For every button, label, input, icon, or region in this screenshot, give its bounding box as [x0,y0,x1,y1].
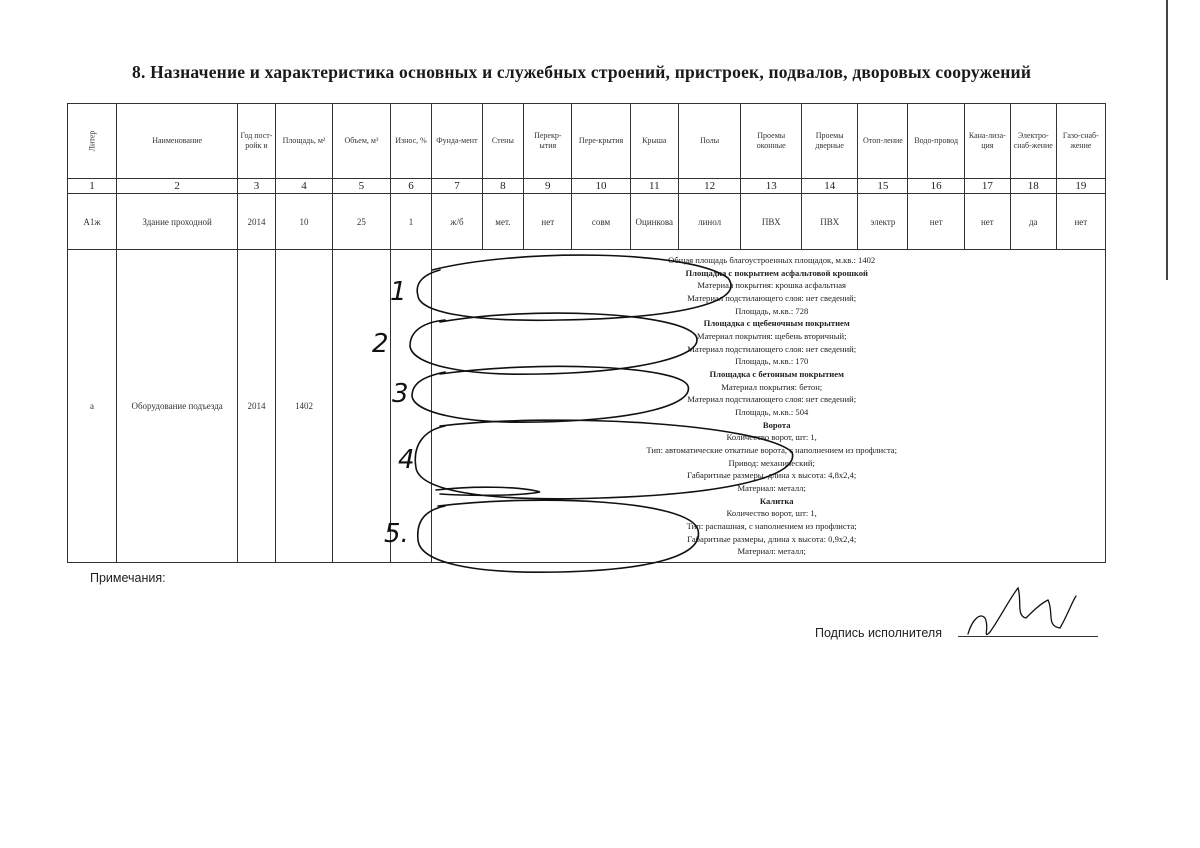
detail-line: Материал покрытия: крошка асфальтная [697,280,846,291]
detail-heading: Калитка [759,495,794,506]
header-cell: Износ, % [390,104,432,179]
pen-mark: 3 [392,379,409,409]
table-row [68,250,1106,563]
table-cell: 10 [275,194,332,250]
page-title: 8. Назначение и характеристика основных и служебных строений, пристроек, подвалов, дворовых сооружений [132,62,1032,82]
table-cell [333,250,390,563]
table-cell: нет [908,194,964,250]
column-number: 6 [390,179,432,194]
table-cell: ж/б [432,194,482,250]
column-number: 7 [432,179,482,194]
header-cell: Электро-снаб-жение [1010,104,1056,179]
header-cell: Пере-крытия [572,104,630,179]
details-list [434,254,1103,558]
detail-heading: Ворота [762,419,791,430]
detail-line: Тип: автоматические откатные ворота, с наполнением из профлиста; [646,444,898,455]
header-row [68,104,1106,179]
details-cell [432,250,1106,563]
column-number: 15 [858,179,908,194]
table-cell: нет [524,194,572,250]
detail-line: Материал покрытия: бетон; [721,381,823,392]
column-number: 2 [117,179,238,194]
table-cell: совм [572,194,630,250]
detail-line: Габаритные размеры, длина х высота: 0,9х2,4; [687,533,857,544]
column-number: 13 [741,179,802,194]
header-cell: Газо-снаб-жение [1056,104,1105,179]
header-cell: Наименование [117,104,238,179]
detail-line: Материал подстилающего слоя: нет сведений; [687,343,857,354]
detail-heading: Площадка с бетонным покрытием [709,369,844,380]
table-cell: линол [678,194,741,250]
column-number-row [68,179,1106,194]
detail-line: Площадь, м.кв.: 504 [735,407,809,417]
table-cell: Здание проходной [117,194,238,250]
table-cell: А1ж [68,194,117,250]
detail-line: Площадь, м.кв.: 170 [735,356,809,367]
detail-line: Материал подстилающего слоя: нет сведений; [687,394,857,405]
column-number: 5 [333,179,390,194]
header-cell: Полы [678,104,741,179]
header-cell: Стены [482,104,524,179]
header-cell: Год пост-ройк и [238,104,276,179]
column-number: 4 [275,179,332,194]
table-cell: а [68,250,117,563]
detail-line: Материал: металл; [737,482,806,493]
table-cell: 2014 [238,194,276,250]
signature-line [958,636,1098,637]
page-edge [1166,0,1168,280]
notes-label: Примечания: [90,571,166,585]
table-cell: нет [1056,194,1105,250]
detail-heading: Площадка с покрытием асфальтовой крошкой [685,267,868,278]
signature-mark [968,588,1076,635]
table-cell: 25 [333,194,390,250]
header-cell: Кана-лиза-ция [964,104,1010,179]
detail-line: Площадь, м.кв.: 728 [735,305,809,316]
detail-line: Габаритные размеры, длина х высота: 4,8х2,4; [687,470,857,481]
header-cell: Проемы оконные [741,104,802,179]
table-cell: 1402 [275,250,332,563]
detail-line: Материал подстилающего слоя: нет сведений; [687,293,857,304]
column-number: 10 [572,179,630,194]
header-cell: Объем, м³ [333,104,390,179]
table-cell: нет [964,194,1010,250]
pen-mark: 1 [390,277,407,307]
table-cell: мет. [482,194,524,250]
column-number: 9 [524,179,572,194]
column-number: 19 [1056,179,1105,194]
detail-line: Материал покрытия: щебень вторичный; [696,331,847,342]
signature-label: Подпись исполнителя [815,626,942,640]
detail-line: Общая площадь благоустроенных площадок, м.кв.: 1402 [668,255,876,266]
column-number: 1 [68,179,117,194]
column-number: 17 [964,179,1010,194]
table-cell: 1 [390,194,432,250]
buildings-table [67,103,1106,563]
header-cell: Фунда-мент [432,104,482,179]
header-cell: Перекр-ытия [524,104,572,179]
detail-heading: Площадка с щебеночным покрытием [703,318,850,329]
table-cell: ПВХ [741,194,802,250]
column-number: 18 [1010,179,1056,194]
table-row [68,194,1106,250]
detail-line: Материал: металл; [737,546,806,557]
detail-line: Тип: распашная, с наполнением из профлиста; [686,520,857,531]
table-cell: ПВХ [802,194,858,250]
detail-line: Количество ворот, шт: 1, [726,432,817,443]
table-cell: да [1010,194,1056,250]
header-cell: Проемы дверные [802,104,858,179]
column-number: 16 [908,179,964,194]
pen-mark: 2 [372,329,389,359]
table-cell: Оцинкова [630,194,678,250]
pen-mark: 4 [398,445,415,475]
header-cell: Площадь, м² [275,104,332,179]
pen-mark: 5. [384,519,409,549]
table-cell [390,250,432,563]
detail-line: Привод: механический; [728,457,815,468]
header-cell: Крыша [630,104,678,179]
header-cell: Отоп-ление [858,104,908,179]
column-number: 11 [630,179,678,194]
table-cell: электр [858,194,908,250]
column-number: 3 [238,179,276,194]
header-cell: Литер [68,104,117,179]
column-number: 8 [482,179,524,194]
column-number: 14 [802,179,858,194]
table-cell: 2014 [238,250,276,563]
header-cell: Водо-провод [908,104,964,179]
column-number: 12 [678,179,741,194]
detail-line: Количество ворот, шт: 1, [726,508,817,519]
table-cell: Оборудование подъезда [117,250,238,563]
